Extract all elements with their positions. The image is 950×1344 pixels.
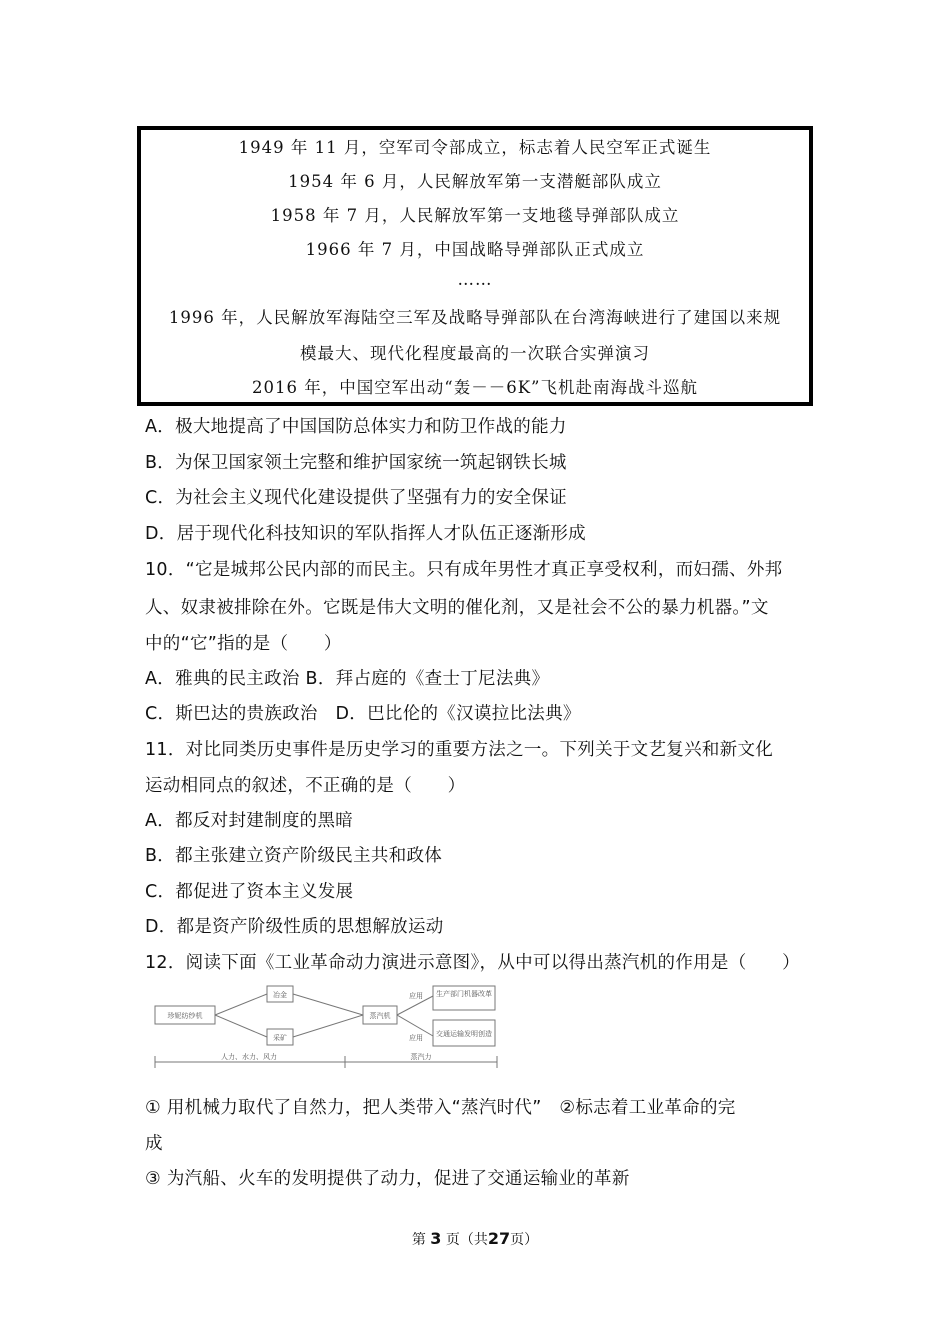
timeline-line: 1954 年 6 月，人民解放军第一支潜艇部队成立: [288, 172, 662, 191]
q11-stem-line: 11．对比同类历史事件是历史学习的重要方法之一。下列关于文艺复兴和新文化: [145, 740, 774, 760]
q12-statement: ③ 为汽船、火车的发明提供了动力，促进了交通运输业的革新: [145, 1169, 630, 1189]
diagram-axis-left: 人力、水力、风力: [221, 1053, 277, 1061]
footer-middle: 页（共: [445, 1232, 488, 1248]
page-number: 3: [430, 1229, 442, 1248]
timeline-line: 1966 年 7 月，中国战略导弹部队正式成立: [305, 240, 645, 259]
page-footer: [0, 1229, 950, 1249]
diagram-node-start: 珍妮纺纱机: [167, 1012, 203, 1020]
timeline-box: [137, 126, 813, 406]
page-total: 27: [487, 1229, 511, 1248]
q11-option-b: B．都主张建立资产阶级民主共和政体: [145, 846, 443, 866]
timeline-line: 2016 年，中国空军出动“轰－－6K”飞机赴南海战斗巡航: [252, 378, 698, 397]
diagram-node-right-top: 生产部门机器改革: [436, 990, 492, 998]
q11-option-a: A．都反对封建制度的黑暗: [145, 811, 354, 831]
q11-option-d: D．都是资产阶级性质的思想解放运动: [145, 917, 444, 937]
q12-stem: 12．阅读下面《工业革命动力演进示意图》，从中可以得出蒸汽机的作用是（ ）: [145, 953, 800, 973]
timeline-line: 1958 年 7 月，人民解放军第一支地毯导弹部队成立: [270, 206, 680, 225]
q9-option-d: D．居于现代化科技知识的军队指挥人才队伍正逐渐形成: [145, 524, 586, 544]
q10-options-cd: C．斯巴达的贵族政治 D．巴比伦的《汉谟拉比法典》: [145, 704, 581, 724]
q9-option-a: A．极大地提高了中国国防总体实力和防卫作战的能力: [145, 417, 567, 437]
diagram-node-mid: 蒸汽机: [369, 1012, 391, 1020]
q12-statement: 成: [145, 1134, 163, 1154]
q10-options-ab: A．雅典的民主政治 B．拜占庭的《查士丁尼法典》: [145, 669, 550, 689]
q10-stem-line: 中的“它”指的是（ ）: [145, 634, 342, 654]
q10-stem-line: 人、奴隶被排除在外。它既是伟大文明的催化剂，又是社会不公的暴力机器。”文: [145, 598, 769, 618]
q10-stem-line: 10．“它是城邦公民内部的而民主。只有成年男性才真正享受权利，而妇孺、外邦: [145, 560, 783, 580]
timeline-line: 1949 年 11 月，空军司令部成立，标志着人民空军正式诞生: [238, 138, 712, 157]
footer-prefix: 第: [411, 1232, 426, 1248]
footer-suffix: 页）: [510, 1232, 539, 1248]
q9-option-c: C．为社会主义现代化建设提供了坚强有力的安全保证: [145, 488, 567, 508]
timeline-line: 1996 年，人民解放军海陆空三军及战略导弹部队在台湾海峡进行了建国以来规: [168, 308, 782, 327]
diagram-node-right-bottom: 交通运输发明创造: [436, 1030, 492, 1038]
timeline-ellipsis: ……: [457, 270, 493, 289]
q12-statement: ① 用机械力取代了自然力，把人类带入“蒸汽时代” ②标志着工业革命的完: [145, 1098, 736, 1118]
diagram-label-up: 应用: [409, 992, 423, 1000]
timeline-line: 模最大、现代化程度最高的一次联合实弹演习: [300, 344, 650, 363]
q9-option-b: B．为保卫国家领土完整和维护国家统一筑起钢铁长城: [145, 453, 567, 473]
diagram-node-bottom: 采矿: [273, 1034, 287, 1042]
diagram-label-down: 应用: [409, 1034, 423, 1042]
diagram-node-top: 冶金: [273, 991, 287, 999]
power-evolution-diagram: [153, 984, 499, 1072]
diagram-axis-right: 蒸汽力: [410, 1053, 432, 1061]
q11-option-c: C．都促进了资本主义发展: [145, 882, 354, 902]
q11-stem-line: 运动相同点的叙述，不正确的是（ ）: [145, 776, 466, 796]
